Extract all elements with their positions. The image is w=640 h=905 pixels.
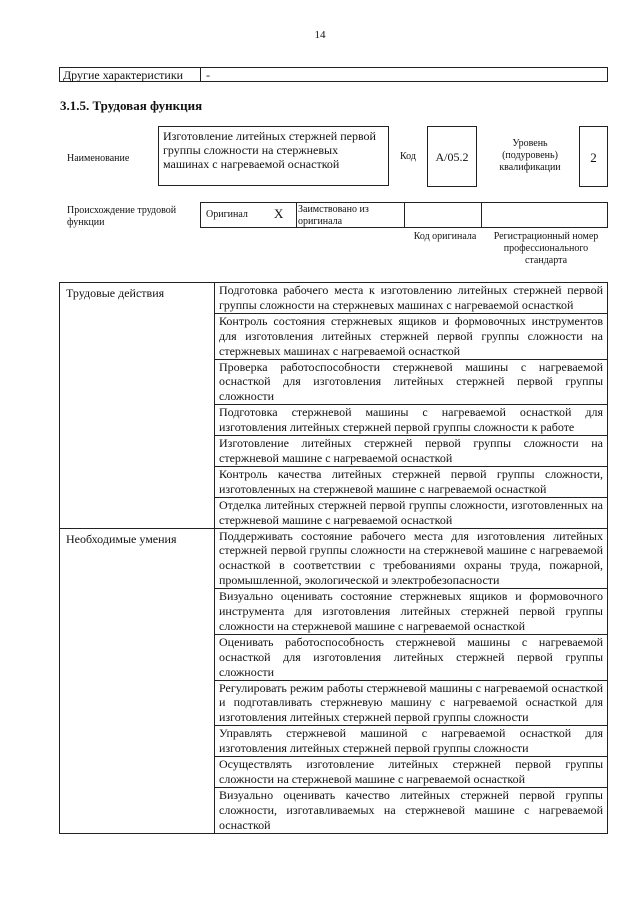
qualification-level-label: Уровень (подуровень) квалификации — [499, 138, 561, 173]
skill-item: Регулировать режим работы стержневой машины с нагреваемой оснасткой и подготавливать стержневую машину с нагреваемой оснасткой для изготовления литейных стержней первой группы сложности — [215, 680, 608, 726]
origin-label: Происхождение трудовой функции — [67, 205, 177, 228]
qualification-level-value: 2 — [579, 126, 608, 187]
page-number: 14 — [314, 29, 326, 41]
skill-item: Поддерживать состояние рабочего места для изготовления литейных стержней первой группы сложности на стержневой машине с нагреваемой оснасткой в соответствии с требованиями охраны труда, пожарной, промышленной, экологической и электробезопасности — [215, 528, 608, 589]
original-mark: X — [274, 206, 284, 221]
labor-action-item: Контроль качества литейных стержней первой группы сложности, изготовленных на стержневой машине с нагреваемой оснасткой — [215, 466, 608, 497]
skill-item: Визуально оценивать качество литейных стержней первой группы сложности, изготавливаемых на стержневой машине с нагреваемой оснасткой — [215, 787, 608, 833]
labor-action-item: Проверка работоспособности стержневой машины с нагреваемой оснасткой для изготовления литейных стержней первой группы сложности — [215, 359, 608, 405]
function-name-value: Изготовление литейных стержней первой группы сложности на стержневых машинах с нагреваемой оснасткой — [158, 126, 389, 186]
section-title: 3.1.5. Трудовая функция — [60, 98, 203, 113]
function-code-value: A/05.2 — [427, 126, 477, 187]
required-skills-label: Необходимые умения — [60, 528, 215, 833]
original-label: Оригинал — [206, 209, 248, 220]
divider — [200, 67, 201, 82]
labor-action-item: Контроль состояния стержневых ящиков и формовочных инструментов для изготовления литейных стержней первой группы сложности на стержневых машинах с нагреваемой оснасткой — [215, 313, 608, 359]
origin-strip — [200, 202, 608, 228]
divider — [404, 203, 405, 227]
skill-item: Оценивать работоспособность стержневой машины с нагреваемой оснасткой для изготовления литейных стержней первой группы сложности — [215, 634, 608, 680]
labor-actions-label: Трудовые действия — [60, 283, 215, 529]
skill-item: Осуществлять изготовление литейных стержней первой группы сложности на стержневой машине с нагреваемой оснасткой — [215, 757, 608, 788]
labor-action-item: Изготовление литейных стержней первой группы сложности на стержневой машине с нагреваемой оснасткой — [215, 436, 608, 467]
borrowed-label: Заимствовано из оригинала — [298, 204, 369, 227]
labor-action-item: Подготовка стержневой машины с нагреваемой оснасткой для изготовления литейных стержней первой группы сложности к работе — [215, 405, 608, 436]
skill-item: Визуально оценивать состояние стержневых ящиков и формовочного инструмента для изготовления литейных стержней первой группы сложности на стержневой машине с нагреваемой оснасткой — [215, 589, 608, 635]
caption-registration-number: Регистрационный номер профессионального стандарта — [493, 231, 599, 266]
name-label: Наименование — [67, 153, 130, 164]
caption-code-original: Код оригинала — [413, 231, 477, 242]
divider — [481, 203, 482, 227]
code-label: Код — [400, 151, 416, 162]
other-characteristics-value: - — [206, 68, 210, 82]
other-characteristics-label: Другие характеристики — [63, 68, 184, 82]
labor-action-item: Подготовка рабочего места к изготовлению литейных стержней первой группы сложности на стержневых машинах с нагреваемой оснасткой — [215, 283, 608, 314]
labor-action-item: Отделка литейных стержней первой группы сложности, изготовленных на стержневой машине с нагреваемой оснасткой — [215, 497, 608, 528]
table-row — [60, 283, 608, 314]
function-details-table — [59, 282, 608, 834]
table-row — [60, 528, 608, 589]
skill-item: Управлять стержневой машиной с нагреваемой оснасткой для изготовления литейных стержней первой группы сложности — [215, 726, 608, 757]
divider — [296, 203, 297, 227]
